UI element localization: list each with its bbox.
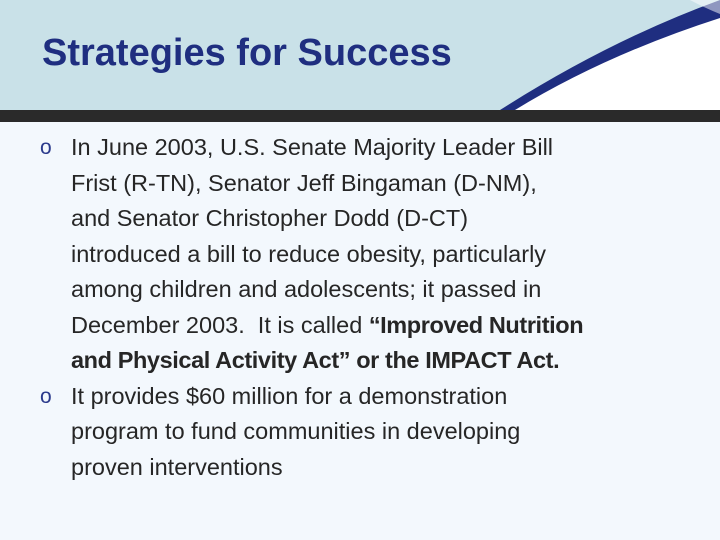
slide-title: Strategies for Success (42, 32, 452, 74)
bullet-line: In June 2003, U.S. Senate Majority Leader Bill (71, 134, 554, 160)
bullet-line: It provides $60 million for a demonstration (71, 382, 508, 409)
bullet-list (40, 130, 700, 485)
bullet-line: among children and adolescents; it passed in (71, 276, 542, 302)
bullet-marker: o (40, 384, 52, 408)
title-banner (0, 0, 720, 110)
bullet-text-plain: December 2003. It is called (71, 311, 369, 338)
bullet-marker: o (40, 136, 52, 159)
act-name-bold: “Improved Nutrition (368, 311, 584, 338)
bullet-line: Frist (R-TN), Senator Jeff Bingaman (D-NM), (71, 169, 537, 196)
title-divider-bar (0, 110, 720, 122)
bullet-line: and Senator Christopher Dodd (D-CT) (71, 205, 469, 231)
bullet-line (71, 308, 700, 344)
bullet-item-2 (40, 379, 700, 486)
bullet-item-1 (40, 130, 700, 379)
act-name-bold-line: and Physical Activity Act” or the IMPACT Act. (71, 347, 560, 373)
bullet-line: proven interventions (71, 453, 283, 480)
bullet-line: introduced a bill to reduce obesity, particularly (71, 240, 547, 267)
bullet-line: program to fund communities in developing (71, 418, 521, 444)
